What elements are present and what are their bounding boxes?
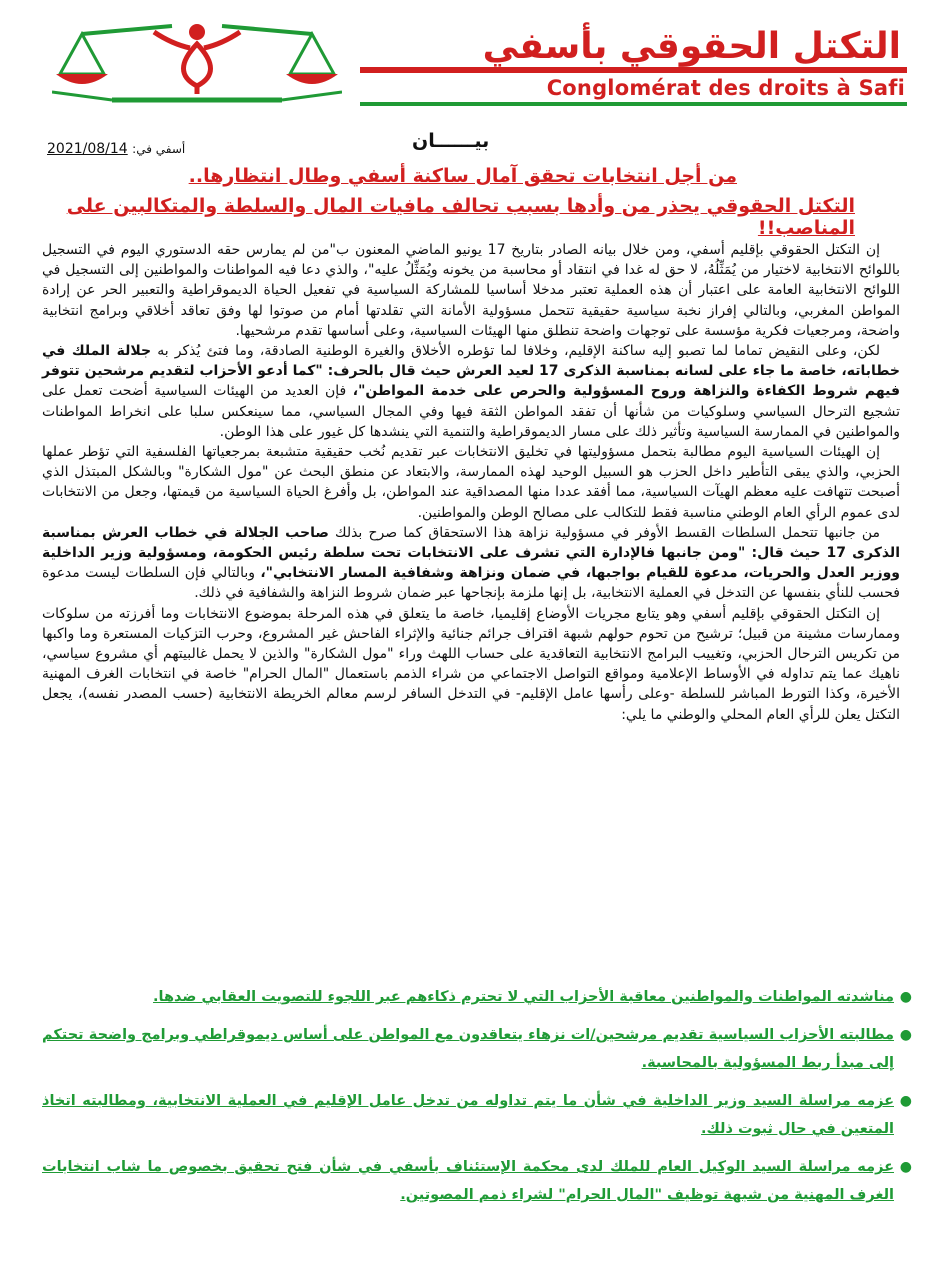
demand-item (42, 1087, 912, 1143)
paragraph-4-intro: من جانبها تتحمل السلطات القسط الأوفر في مسؤولية نزاهة هذا الاستحقاق كما صرح بذلك (335, 524, 881, 541)
date-value: 2021/08/14 (47, 141, 128, 157)
statement-heading: بيــــــان (412, 130, 490, 152)
bullet-icon: ● (899, 989, 912, 1005)
bullet-icon: ● (899, 1159, 912, 1175)
demand-text: مطالبته الأحزاب السياسية تقديم مرشحين/ات نزهاء يتعاقدون مع المواطن على أساس ديموقراطي وبرامج واضحة تحتكم إلى مبدأ ربط المسؤولية بالمحاسبة. (42, 1027, 894, 1071)
paragraph-1: إن التكتل الحقوقي بإقليم أسفي، ومن خلال بيانه الصادر بتاريخ 17 يونيو الماضي المعنون ب"من لم يمارس حقه الدستوري اليوم في التسجيل باللوائح الانتخابية لاختيار من يُمَثِّلُهُ، لا حق له غدا في انتقاد أو محاسبة من يخونه ويُمَثِّلُ عليه"، والذي دعا فيه المواطنات والمواطنين إلى التسجيل في اللوائح الانتخابية العامة على اعتبار أن هذه العملية تعتبر مدخلا أساسيا للمشاركة السياسية في تفعيل الحياة الديموقراطية والتعبير الحر عن إرادة المواطن المغربي، وبالتالي إفراز نخبة سياسية حقيقية تتحمل مسؤولية الأمانة التي تقلدتها أمام من صوتوا لها وفق تعاقد أخلاقي وبرامج انتخابية واضحة، ومرجعيات فكرية مؤسسة على توجهات واضحة تنطلق منها الهيئات السياسية، وعلى أساسها تقدم مرشحيها. (42, 242, 900, 339)
letterhead (0, 0, 937, 118)
paragraph-2 (42, 341, 900, 442)
sub-title: التكتل الحقوقي يحذر من وأدها بسبب تحالف مافيات المال والسلطة والمتكالبين على المناصب!! (66, 195, 855, 239)
header-red-rule (360, 67, 907, 73)
bullet-icon: ● (899, 1093, 912, 1109)
paragraph-5: إن التكتل الحقوقي بإقليم أسفي وهو يتابع مجريات الأوضاع إقليميا، خاصة ما يتعلق في هذه المرحلة بموضوع الانتخابات وما أفرزته من سلوكات وممارسات مشينة من قبيل؛ ترشيح من تحوم حولهم شبهة اقتراف جرائم جنائية والإثراء الفاحش غير المشروع، وحرب التزكيات المستعرة وما واكبها من تكريس الترحال الحزبي، وتغييب البرامج الانتخابية التعاقدية على حساب اللهث وراء "مول الشكارة" والذين لا يحمل غالبيتهم أي مشروع سياسي، ناهيك عما يتم تداوله في الأوساط الإعلامية ومواقع التواصل الاجتماعي من شراء الذمم باستعمال "المال الحرام" خاصة في انتخابات الغرف المهنية الأخيرة، وكذا التورط المباشر للسلطة -وعلى رأسها عامل الإقليم- في التدخل السافر لرسم معالم الخريطة الانتخابية (حسب المصدر نفسه)، يجعل التكتل يعلن للرأي العام المحلي والوطني ما يلي: (42, 605, 900, 723)
organization-name-arabic: التكتل الحقوقي بأسفي (482, 26, 901, 67)
statement-body (42, 240, 900, 725)
scales-logo-icon (52, 22, 342, 110)
paragraph-4 (42, 523, 900, 604)
demand-text: عزمه مراسلة السيد الوكيل العام للملك لدى محكمة الإستئناف بأسفي في شأن فتح تحقيق بخصوص ما شاب انتخابات الغرف المهنية من شبهة توظيف "المال الحرام" لشراء ذمم المصوتين. (42, 1159, 894, 1203)
demand-text: مناشدته المواطنات والمواطنين معاقبة الأحزاب التي لا تحترم ذكاءهم عبر اللجوء للتصويت العقابي ضدها. (153, 989, 894, 1005)
bullet-icon: ● (899, 1027, 912, 1043)
header-green-rule (360, 102, 907, 106)
date-line (47, 141, 185, 157)
organization-name-french: Conglomérat des droits à Safi (546, 76, 905, 100)
demands-list (42, 983, 912, 1219)
paragraph-2-intro: لكن، وعلى النقيض تماما لما تصبو إليه ساكنة الإقليم، وخلافا لما تؤطره الأخلاق والغيرة الوطنية الصادقة، وما فتئ يُذكر به (157, 343, 880, 360)
paragraph-4-royal-quote: صاحب الجلالة في خطاب العرش بمناسبة الذكرى 17 حيث قال: "ومن جانبها فالإدارة التي تشرف على الانتخابات تحت سلطة رئيس الحكومة، ومسؤولية وزير الداخلية ووزير العدل والحريات، مدعوة للقيام بواجبها، في ضمان ونزاهة وشفافية المسار الانتخابي"، (42, 524, 900, 582)
paragraph-3: إن الهيئات السياسية اليوم مطالبة بتحمل مسؤوليتها في تخليق الانتخابات عبر تقديم نُخب حقيقية متشبعة بمرجعياتها الفلسفية التي تؤطر عملها الحزبي، والذي يبقى التأطير داخل الحزب هو السبيل الوحيد لهذه الممارسة، والابتعاد عن منطق البحث عن "مول الشكارة" وبالشكل المبتذل الذي أصبحت تتهافت عليه معظم الهيآت السياسية، مما أفقد عددا منها المصداقية عند المواطن، بل وأفرغ الحياة السياسية من قيمتها، وجعل من الانتخابات لدى عموم الرأي العام الوطني مناسبة فقط للتكالب على مصالح الوطن والمواطنين. (42, 444, 900, 521)
demand-item (42, 983, 912, 1011)
main-title: من أجل انتخابات تحقق آمال ساكنة أسفي وطال انتظارها.. (188, 165, 737, 187)
place-label: أسفي في: (132, 142, 186, 156)
demand-item (42, 1153, 912, 1209)
paragraph-2-royal-quote: جلالة الملك في خطاباته، خاصة ما جاء على لسانه بمناسبة الذكرى 17 لعيد العرش حيث قال بالحرف: "كما أدعو الأحزاب لتقديم مرشحين تتوفر فيهم شروط الكفاءة والنزاهة وروح المسؤولية والحرص على خدمة المواطن"، (42, 343, 901, 400)
demand-text: عزمه مراسلة السيد وزير الداخلية في شأن ما يتم تداوله من تدخل عامل الإقليم في العملية الانتخابية، ومطالبته اتخاذ المتعين في حال ثبوت ذلك. (42, 1093, 894, 1137)
paragraph-4-rest: وبالتالي فإن السلطات ليست مدعوة فحسب للنأي بنفسها عن التدخل في العملية الانتخابية، بل إنها ملزمة بإنجاحها عبر ضمان شروط النزاهة والشفافية في ذلك. (42, 565, 900, 602)
paragraph-2-rest: فإن العديد من الهيئات السياسية أضحت تعمل على تشجيع الترحال السياسي وسلوكيات من شأنها أن تفقد المواطن الثقة فيها وفي المجال السياسي، مما سينعكس سلبا على انخراط المواطنات والمواطنين في الممارسة السياسية وتأثير ذلك على مسار الديموقراطية والتنمية التي ينشدها كل غيور على هذا الوطن. (42, 383, 900, 440)
demand-item (42, 1021, 912, 1077)
